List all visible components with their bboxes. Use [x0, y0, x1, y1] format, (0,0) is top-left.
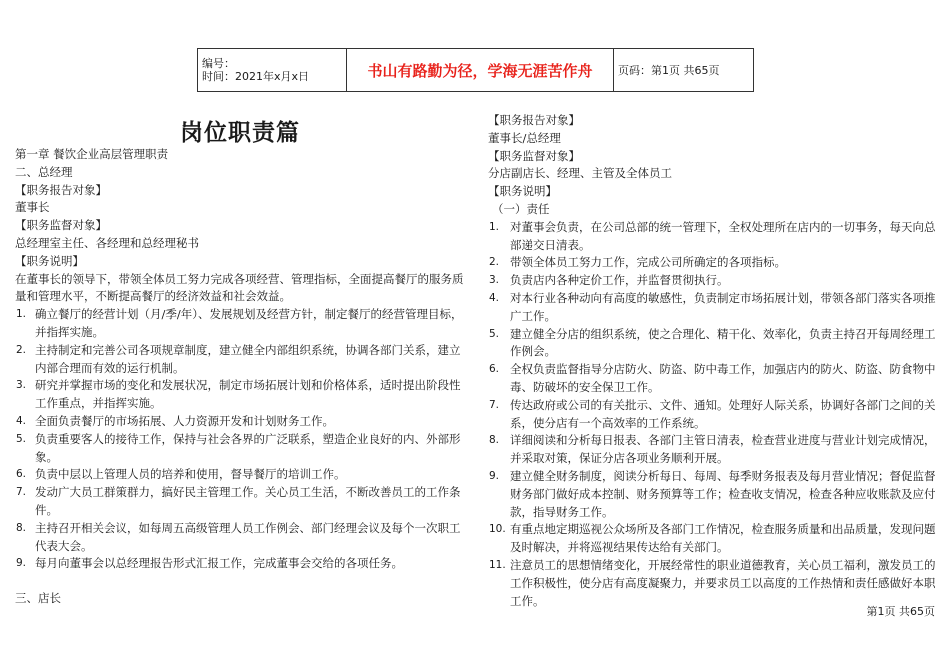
- item-text: 全面负责餐厅的市场拓展、人力资源开发和计划财务工作。: [35, 413, 334, 428]
- time-label: 时间：2021年x月x日: [202, 70, 310, 83]
- list-item: [488, 290, 936, 326]
- list-item: [15, 306, 467, 342]
- item-number: 9.: [16, 557, 27, 570]
- item-text: 发动广大员工群策群力，搞好民主管理工作。关心员工生活，不断改善员工的工作条件。: [35, 485, 461, 517]
- item-number: 8.: [489, 434, 500, 447]
- header-meta-cell: [198, 49, 347, 92]
- left-column: [15, 146, 467, 608]
- list-item: [15, 520, 467, 556]
- list-item: [488, 521, 936, 557]
- item-number: 3.: [489, 274, 500, 287]
- header-page-label: 页码：第1页 共65页: [614, 49, 754, 92]
- item-text: 负责中层以上管理人员的培养和使用，督导餐厅的培训工作。: [35, 467, 346, 482]
- section-heading: 二、总经理: [15, 164, 73, 179]
- list-item: [15, 466, 467, 484]
- item-number: 3.: [16, 379, 27, 392]
- spacer: [15, 573, 467, 590]
- duty-list: [15, 306, 467, 573]
- item-number: 9.: [489, 469, 500, 482]
- list-item: [15, 555, 467, 573]
- item-text: 建立健全财务制度，阅读分析每日、每周、每季财务报表及每月营业情况；督促监督财务部门做好成本控制、财务预算等工作；检查收支情况，检查各种应收账款及应付款，指导财务工作。: [510, 468, 936, 519]
- list-item: [488, 254, 936, 272]
- page-title: 岗位职责篇: [180, 120, 300, 146]
- section-heading: 三、店长: [15, 591, 61, 606]
- list-item: [15, 431, 467, 467]
- duty-subheading: （一）责任: [492, 201, 550, 216]
- supervise-label: 【职务监督对象】: [488, 148, 580, 163]
- page-footer: 第1页 共65页: [866, 605, 935, 618]
- list-item: [15, 413, 467, 431]
- report-to-value: 董事长: [15, 200, 50, 215]
- item-text: 建立健全分店的组织系统，使之合理化、精干化、效率化，负责主持召开每周经理工作例会。: [510, 326, 936, 359]
- item-text: 负责店内各种定价工作，并监督贯彻执行。: [510, 273, 729, 288]
- description-label: 【职务说明】: [15, 253, 84, 268]
- item-number: 4.: [16, 414, 27, 427]
- duty-list: [488, 219, 936, 611]
- item-text: 对本行业各种动向有高度的敏感性，负责制定市场拓展计划，带领各部门落实各项推广工作。: [510, 290, 936, 323]
- list-item: [488, 326, 936, 362]
- right-column: [488, 112, 936, 610]
- item-text: 详细阅读和分析每日报表、各部门主管日清表，检查营业进度与营业计划完成情况，并采取对策，保证分店各项业务顺利开展。: [510, 433, 936, 466]
- list-item: [488, 432, 936, 468]
- item-number: 7.: [16, 486, 27, 499]
- item-text: 负责重要客人的接待工作，保持与社会各界的广泛联系，塑造企业良好的内、外部形象。: [35, 431, 461, 464]
- item-number: 11.: [489, 558, 506, 571]
- item-text: 主持召开相关会议，如每周五高级管理人员工作例会、部门经理会议及每个一次职工代表大会。: [35, 520, 461, 553]
- item-text: 研究并掌握市场的变化和发展状况，制定市场拓展计划和价格体系，适时提出阶段性工作重点，并指挥实施。: [35, 378, 461, 411]
- item-number: 2.: [16, 343, 27, 356]
- list-item: [488, 397, 936, 433]
- report-to-label: 【职务报告对象】: [488, 113, 580, 127]
- item-text: 全权负责监督指导分店防火、防盗、防中毒工作，加强店内的防火、防盗、防食物中毒、防破坏的安全保卫工作。: [510, 362, 936, 394]
- list-item: [15, 377, 467, 413]
- list-item: [488, 468, 936, 521]
- item-number: 10.: [489, 523, 506, 536]
- item-number: 8.: [16, 521, 27, 534]
- item-text: 每月向董事会以总经理报告形式汇报工作，完成董事会交给的各项任务。: [35, 556, 403, 571]
- list-item: [15, 342, 467, 378]
- chapter-heading: 第一章 餐饮企业高层管理职责: [15, 147, 169, 161]
- list-item: [488, 272, 936, 290]
- item-number: 6.: [489, 363, 500, 376]
- description-text: 在董事长的领导下，带领全体员工努力完成各项经营、管理指标，全面提高餐厅的服务质量和管理水平，不断提高餐厅的经济效益和社会效益。: [15, 271, 464, 304]
- item-number: 2.: [489, 256, 500, 269]
- item-number: 4.: [489, 291, 500, 304]
- item-text: 有重点地定期巡视公众场所及各部门工作情况，检查服务质量和出品质量，发现问题及时解决，并将巡视结果传达给有关部门。: [510, 522, 936, 555]
- report-to-label: 【职务报告对象】: [15, 182, 107, 197]
- item-number: 6.: [16, 468, 27, 481]
- item-number: 1.: [16, 308, 27, 321]
- list-item: [488, 219, 936, 255]
- page-header: [197, 48, 754, 92]
- list-item: [488, 361, 936, 397]
- item-text: 注意员工的思想情绪变化，开展经常性的职业道德教育，关心员工福利，激发员工的工作积极性，使分店有高度凝聚力，并要求员工以高度的工作热情和责任感做好本职工作。: [510, 557, 936, 608]
- item-number: 5.: [16, 432, 27, 445]
- item-number: 1.: [489, 220, 500, 233]
- item-text: 对董事会负责，在公司总部的统一管理下，全权处理所在店内的一切事务，每天向总部递交日清表。: [510, 219, 936, 252]
- item-text: 主持制定和完善公司各项规章制度，建立健全内部组织系统，协调各部门关系，建立内部合理而有效的运行机制。: [35, 342, 461, 375]
- supervise-label: 【职务监督对象】: [15, 218, 107, 233]
- item-text: 传达政府或公司的有关批示、文件、通知。处理好人际关系，协调好各部门之间的关系，使分店有一个高效率的工作系统。: [510, 397, 936, 430]
- list-item: [15, 484, 467, 520]
- report-to-value: 董事长/总经理: [488, 130, 561, 145]
- header-slogan: 书山有路勤为径，学海无涯苦作舟: [347, 49, 614, 92]
- item-number: 5.: [489, 327, 500, 340]
- item-text: 带领全体员工努力工作，完成公司所确定的各项指标。: [510, 255, 786, 270]
- supervise-value: 分店副店长、经理、主管及全体员工: [488, 166, 672, 181]
- supervise-value: 总经理室主任、各经理和总经理秘书: [15, 235, 199, 250]
- description-label: 【职务说明】: [488, 184, 557, 199]
- item-text: 确立餐厅的经营计划（月/季/年）、发展规划及经营方针，制定餐厅的经营管理目标，并指挥实施。: [35, 307, 463, 339]
- item-number: 7.: [489, 398, 500, 411]
- number-label: 编号：: [202, 57, 235, 70]
